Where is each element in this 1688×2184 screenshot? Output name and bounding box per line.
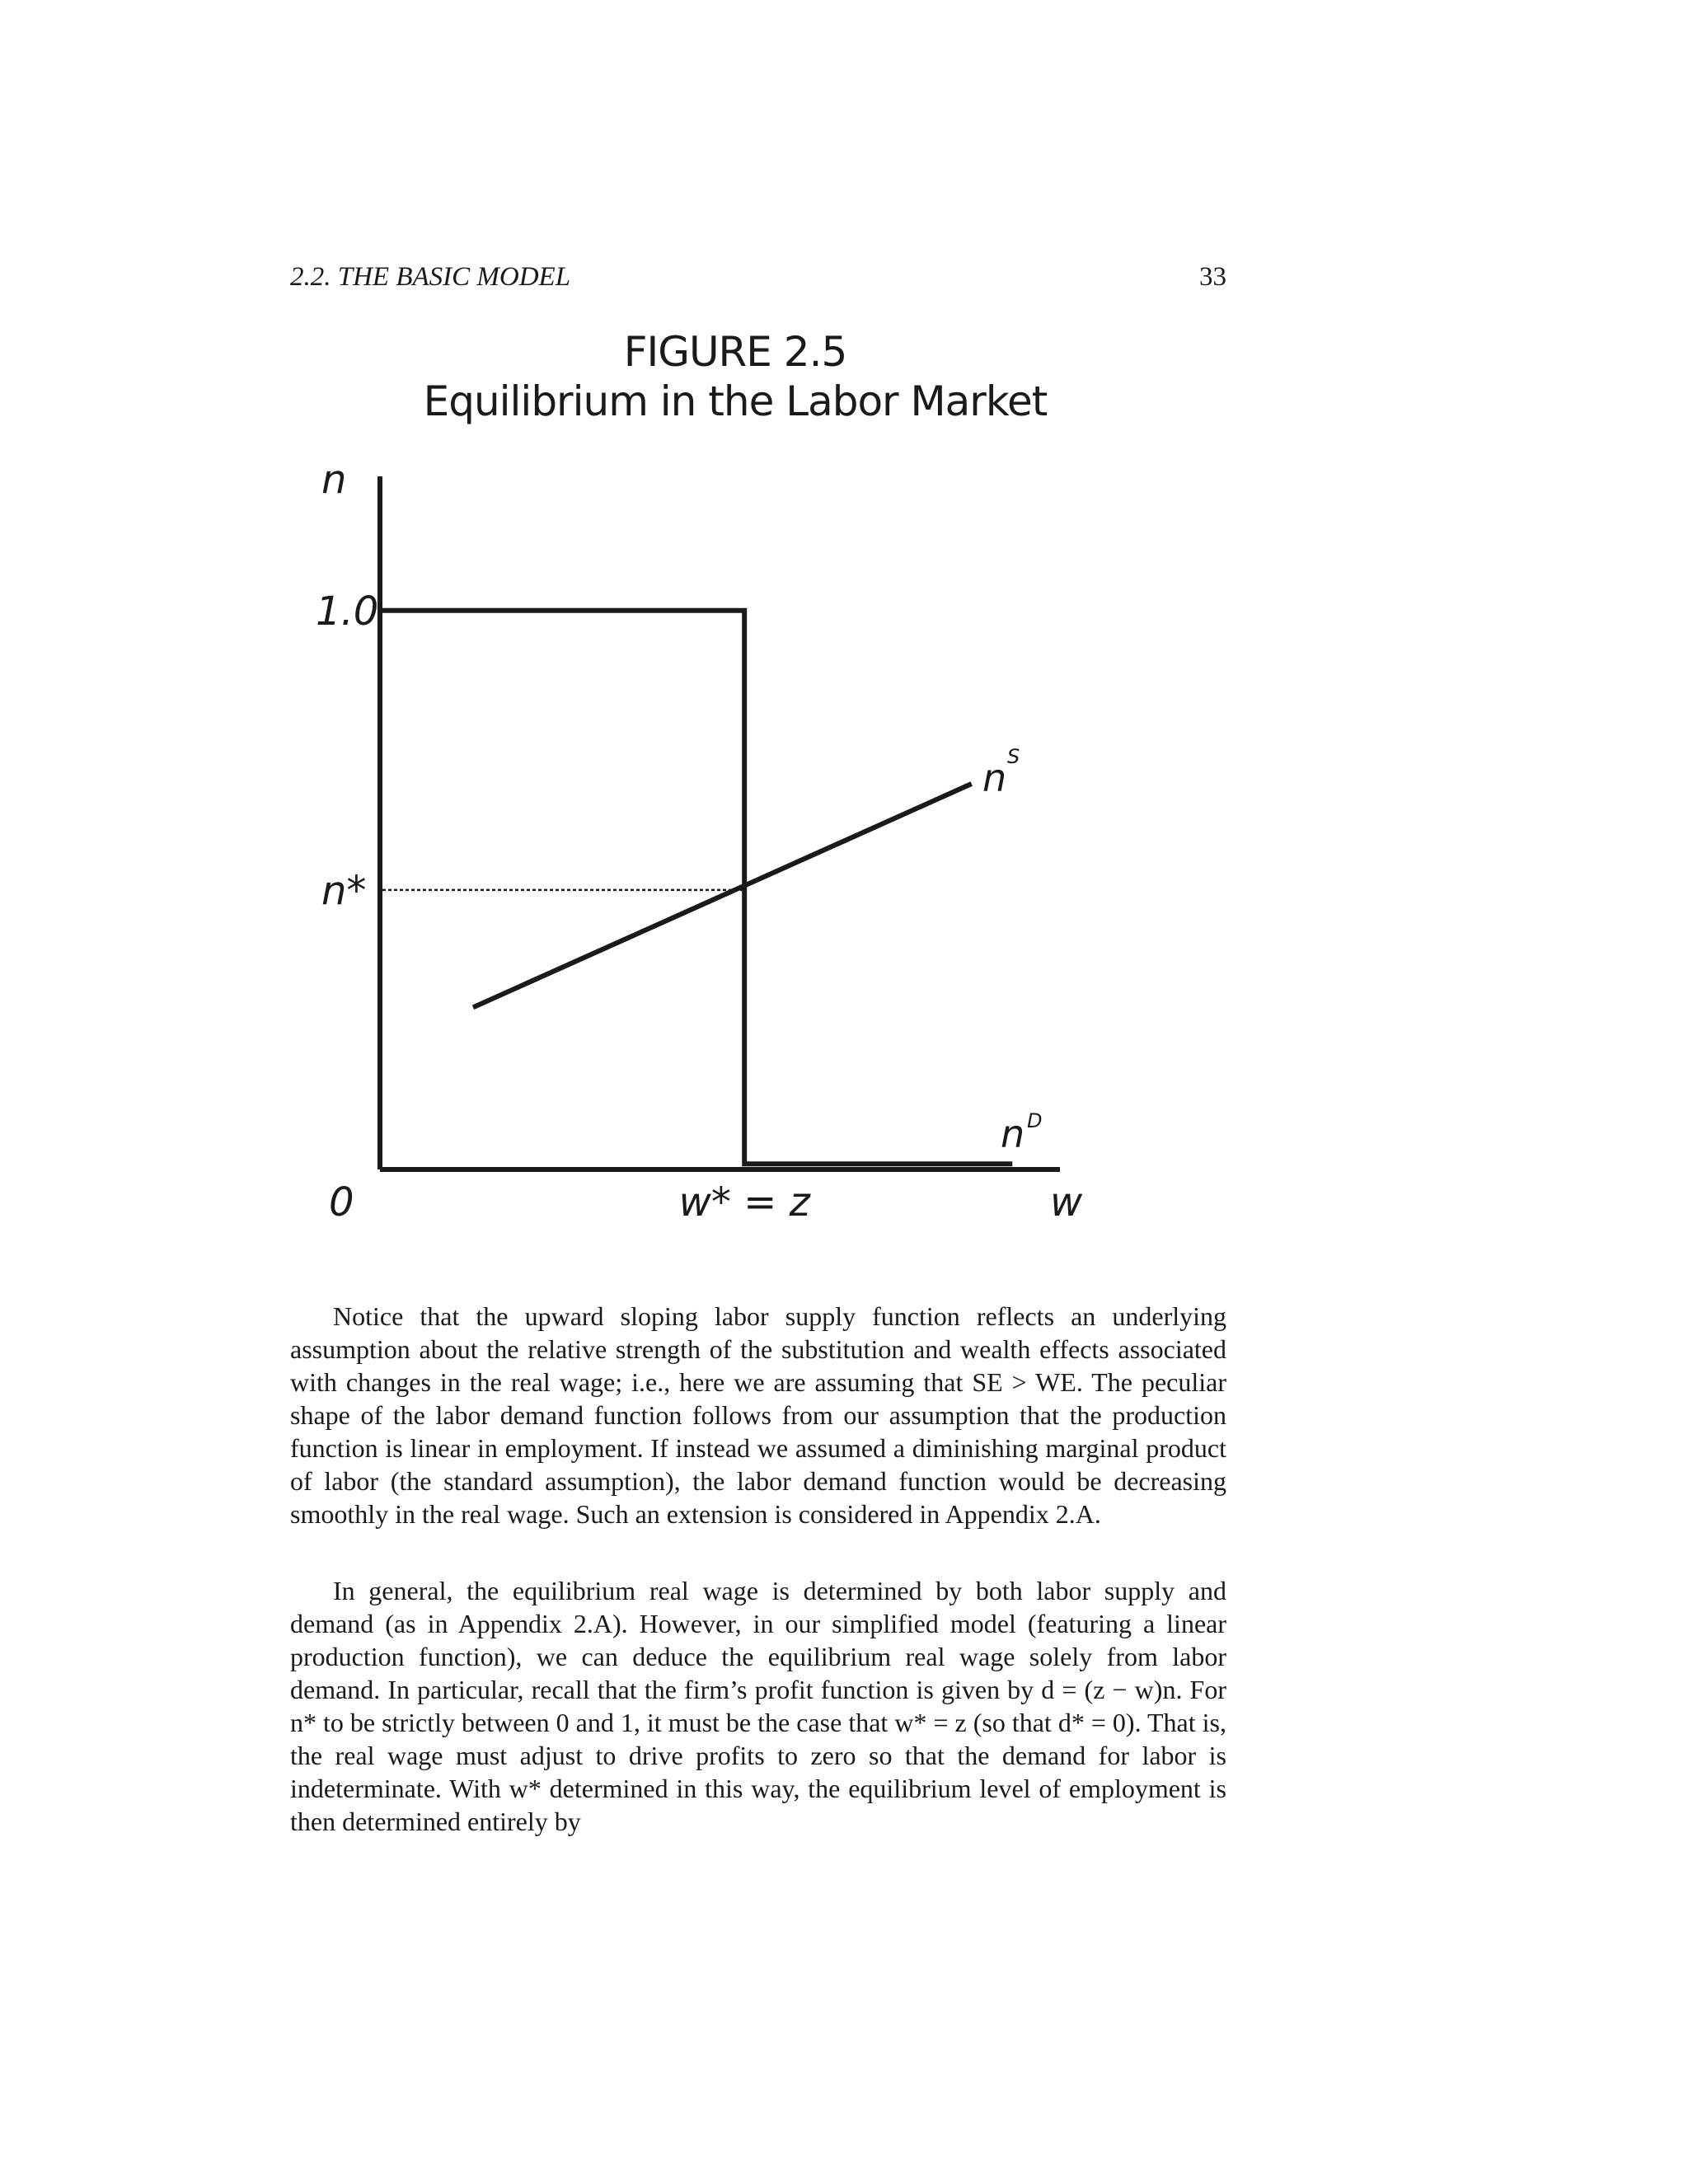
body-paragraph-1: [290, 1300, 1226, 1530]
series-nS-line: [473, 784, 972, 1007]
demand-curve-label: n: [1001, 1112, 1025, 1156]
page-number: 33: [1199, 262, 1226, 292]
body-paragraph-2: [290, 1574, 1226, 1838]
section-heading: 2.2. THE BASIC MODEL: [290, 262, 571, 292]
supply-curve-superscript: S: [1007, 745, 1020, 768]
x-tick-label-wstar: w* = z: [678, 1179, 810, 1226]
y-axis-label: n: [321, 457, 347, 503]
series-nD-line: [380, 611, 1012, 1164]
y-tick-label-1: 1.0: [316, 588, 379, 635]
paragraph-2-text: In general, the equilibrium real wage is determined by both labor supply and demand (as in Appendix 2.A). However, in our simplified model (featuring a linear production function), we can deduce the equilibrium real wage solely from labor demand. In particular, recall that the firm’s profit function is given by d = (z − w)n. For n* to be strictly between 0 and 1, it must be the case that w* = z (so that d* = 0). That is, the real wage must adjust to drive profits to zero so that the demand for labor is indeterminate. With w* determined in this way, the equilibrium level of employment is then determined entirely by: [290, 1576, 1226, 1836]
chart-layer: [316, 457, 1083, 1226]
x-axis-label: w: [1050, 1179, 1083, 1226]
supply-curve-label: n: [982, 756, 1007, 800]
figure-label: FIGURE 2.5: [623, 328, 847, 376]
paragraph-1-text: Notice that the upward sloping labor supply function reflects an underlying assumption about the relative strength of the substitution and wealth effects associated with changes in the real wage; i.e., here we are assuming that SE > WE. The peculiar shape of the labor demand function follows from our assumption that the production function is linear in employment. If instead we assumed a diminishing marginal product of labor (the standard assumption), the labor demand function would be decreasing smoothly in the real wage. Such an extension is considered in Appendix 2.A.: [290, 1301, 1226, 1529]
y-tick-label-nstar: n*: [321, 867, 367, 914]
figure-title: Equilibrium in the Labor Market: [423, 377, 1048, 425]
demand-curve-superscript: D: [1027, 1109, 1043, 1132]
origin-label: 0: [329, 1179, 354, 1226]
